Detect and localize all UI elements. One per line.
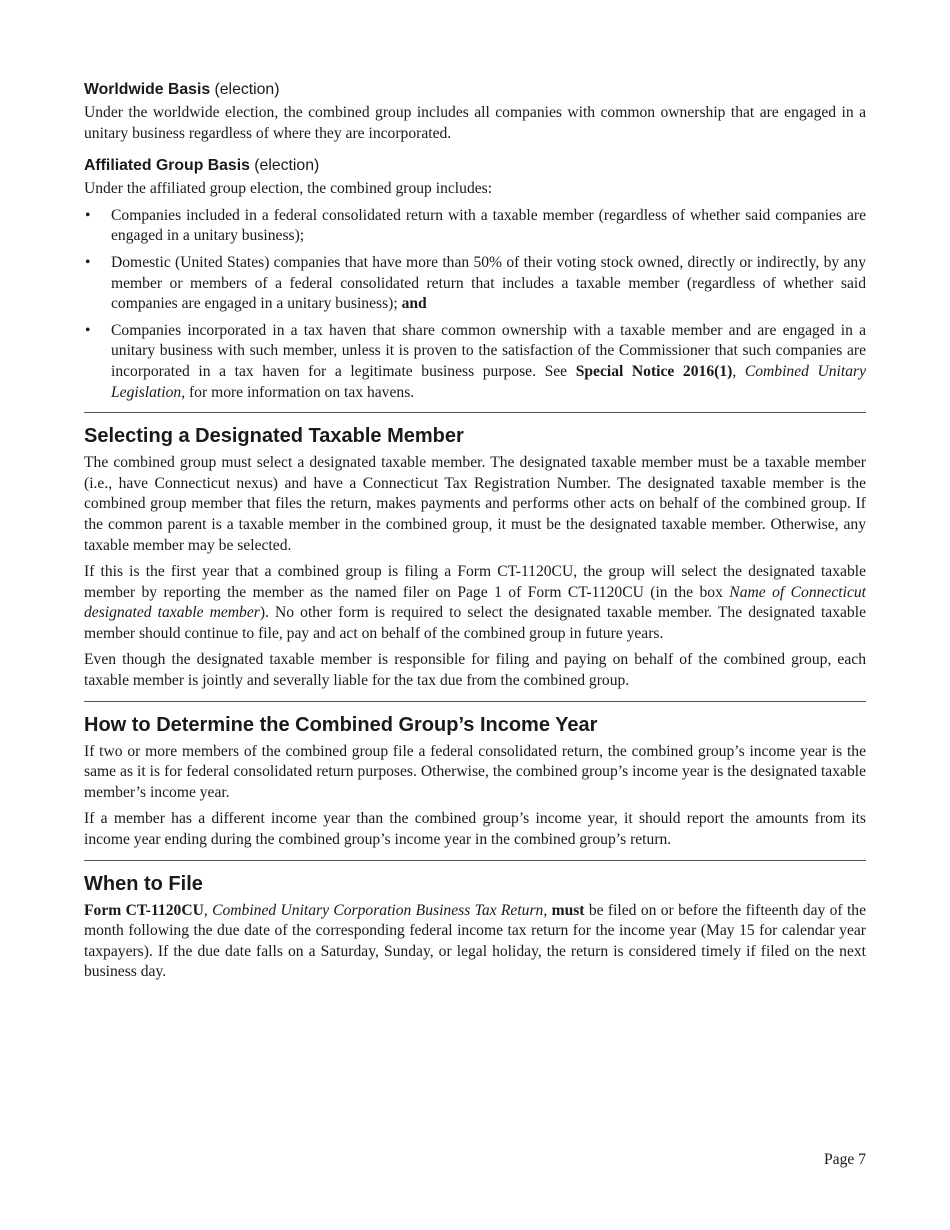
worldwide-text: Under the worldwide election, the combined group includes all companies with common ownership that are engaged in a unitary business regardless of where they are incorporated.: [84, 104, 866, 142]
income-year-paragraph: If a member has a different income year than the combined group’s income year, it should report the amounts from its income year ending during the combined group’s income year in the combined group’s return.: [84, 810, 866, 849]
section-divider: [84, 701, 866, 702]
legislation-ref: Combined Unitary Legislation: [111, 362, 867, 401]
affiliated-heading: [84, 156, 866, 176]
paragraph-text: ). No other form is required to select the designated taxable member. The designated taxable member should continue to file, pay and act on behalf of the combined group in future years.: [84, 604, 866, 642]
income-year-heading: How to Determine the Combined Group’s Income Year: [84, 713, 598, 736]
paragraph-text: ,: [543, 901, 552, 919]
when-to-file-heading: When to File: [84, 872, 203, 895]
paragraph-text: ,: [203, 901, 213, 919]
special-notice-ref: Special Notice 2016(1): [575, 362, 733, 380]
designated-heading: Selecting a Designated Taxable Member: [84, 425, 464, 448]
designated-paragraph: The combined group must select a designated taxable member. The designated taxable member must be a taxable member (i.e., have Connecticut nexus) and have a Connecticut Tax Registration Number. The designated taxable member is the combined group member that files the return, makes payments and performs other acts on behalf of the combined group. If the common parent is a taxable member in the combined group, it must be the designated taxable member. Otherwise, any taxable member may be selected.: [84, 454, 866, 554]
section-divider: [84, 860, 866, 861]
list-item-text: ,: [732, 362, 745, 380]
bullet-marker: •: [85, 253, 91, 271]
paragraph-text: be filed on or before the fifteenth day of the month following the due date of the corresponding federal income tax return for the income year (May 15 for calendar year taxpayers). If the due date falls on a Saturday, Sunday, or legal holiday, the return is considered timely if filed on the next business day.: [84, 901, 866, 981]
affiliated-list: [84, 206, 866, 403]
list-item-text: Companies included in a federal consolidated return with a taxable member (regardless of whether said companies are engaged in a unitary business);: [111, 206, 866, 245]
worldwide-title: Worldwide Basis: [84, 81, 211, 98]
worldwide-suffix: (election): [210, 81, 280, 98]
affiliated-title: Affiliated Group Basis: [84, 157, 250, 175]
document-page: [84, 80, 866, 989]
form-name: Form CT-1120CU: [84, 901, 204, 919]
page-number: Page 7: [823, 1151, 866, 1168]
list-item-bold: and: [401, 295, 427, 313]
affiliated-suffix: (election): [249, 157, 320, 175]
designated-paragraph: [84, 562, 866, 644]
when-to-file-paragraph: [84, 901, 866, 983]
designated-paragraph: Even though the designated taxable member is responsible for filing and paying on behalf of the combined group, each taxable member is jointly and severally liable for the tax due from the combined group.: [84, 651, 866, 690]
form-title: Combined Unitary Corporation Business Tax Return: [212, 901, 544, 919]
paragraph-text: If this is the first year that a combined group is filing a Form CT-1120CU, the group will select the designated taxable member by reporting the member as the named filer on Page 1 of Form CT-1120CU (in the box: [84, 563, 866, 601]
list-item: [84, 321, 866, 403]
list-item-text: , for more information on tax havens.: [181, 383, 415, 401]
income-year-paragraph: If two or more members of the combined group file a federal consolidated return, the combined group’s income year is the same as it is for federal consolidated return purposes. Otherwise, the combined group’s income year is the designated taxable member’s income year.: [84, 742, 866, 801]
section-divider: [84, 412, 866, 413]
must-emphasis: must: [551, 901, 585, 919]
bullet-marker: •: [85, 321, 91, 339]
affiliated-intro: Under the affiliated group election, the combined group includes:: [84, 180, 493, 198]
list-item: [84, 206, 866, 247]
worldwide-heading: [84, 80, 866, 100]
paragraph-italic: Name of Connecticut designated taxable member: [84, 583, 866, 622]
list-item: [84, 253, 866, 315]
list-item-text: Domestic (United States) companies that have more than 50% of their voting stock owned, directly or indirectly, by any member or members of a federal consolidated return that includes a taxable member (regardless of whether said companies are engaged in a unitary business);: [111, 253, 866, 313]
bullet-marker: •: [85, 206, 91, 224]
list-item-text: Companies incorporated in a tax haven that share common ownership with a taxable member and are engaged in a unitary business with such member, unless it is proven to the satisfaction of the Commissioner that such companies are incorporated in a tax haven for a legitimate business purpose. See: [111, 321, 866, 380]
